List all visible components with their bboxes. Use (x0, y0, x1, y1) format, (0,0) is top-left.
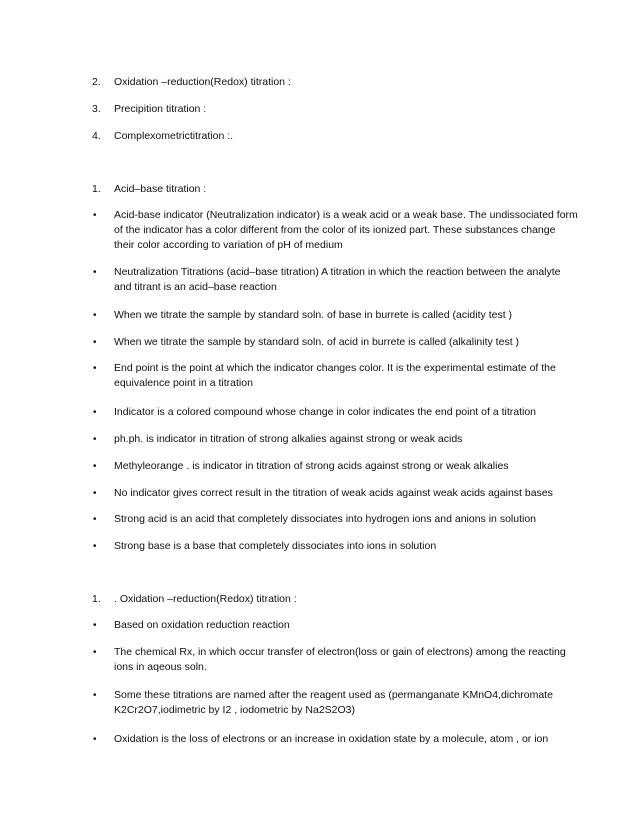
bullet-text: Based on oxidation reduction reaction (114, 619, 290, 631)
bullet-icon: • (93, 488, 97, 499)
list-item-text: Oxidation –reduction(Redox) titration : (114, 76, 291, 88)
bullet-icon: • (93, 541, 97, 552)
bullet-icon: • (93, 514, 97, 525)
bullet-item (92, 265, 578, 295)
bullet-item (92, 308, 578, 323)
bullet-icon: • (93, 434, 97, 445)
section-heading-text: . Oxidation –reduction(Redox) titration : (114, 593, 297, 605)
bullet-item (92, 732, 578, 747)
section-heading-redox (92, 592, 578, 607)
list-item-redox (92, 75, 578, 90)
bullet-text: Methyleorange . is indicator in titration of strong acids against strong or weak alkalies (114, 460, 509, 472)
bullet-item (92, 335, 578, 350)
list-item-text: Precipition titration : (114, 103, 207, 115)
bullet-text: Some these titrations are named after the reagent used as (permanganate KMnO4,dichromate K2Cr2O7,iodimetric by I2 , iodometric by Na2S2O3) (114, 689, 553, 716)
bullet-icon: • (93, 407, 97, 418)
bullet-text: When we titrate the sample by standard soln. of base in burrete is called (acidity test ) (114, 309, 513, 321)
list-number: 2. (92, 76, 101, 88)
bullet-text: Oxidation is the loss of electrons or an increase in oxidation state by a molecule, atom , or ion (114, 733, 549, 745)
bullet-item (92, 459, 578, 474)
bullet-item (92, 432, 578, 447)
bullet-text: Neutralization Titrations (acid–base titration) A titration in which the reaction between the analyte and titrant is an acid–base reaction (114, 266, 561, 293)
bullet-text: Indicator is a colored compound whose change in color indicates the end point of a titration (114, 406, 537, 418)
bullet-item (92, 688, 578, 718)
list-item-precipitation (92, 102, 578, 117)
list-number: 4. (92, 130, 101, 142)
bullet-text: No indicator gives correct result in the titration of weak acids against weak acids against bases (114, 487, 553, 499)
bullet-item (92, 618, 578, 633)
list-item-text: Complexometrictitration :. (114, 130, 234, 142)
bullet-icon: • (93, 310, 97, 321)
bullet-icon: • (93, 647, 97, 658)
bullet-item (92, 486, 578, 501)
bullet-icon: • (93, 363, 97, 374)
list-number: 3. (92, 103, 101, 115)
bullet-item (92, 539, 578, 554)
bullet-text: The chemical Rx, in which occur transfer of electron(loss or gain of electrons) among the reacting ions in aqeous soln. (114, 646, 566, 673)
section-heading-acid-base (92, 182, 578, 197)
bullet-text: Acid-base indicator (Neutralization indicator) is a weak acid or a weak base. The undissociated form of the indicator has a color different from the color of its ionized part. These substances change their color according to variation of pH of medium (114, 209, 578, 251)
bullet-item (92, 645, 578, 675)
bullet-item (92, 361, 578, 391)
list-number: 1. (92, 593, 101, 605)
bullet-text: Strong base is a base that completely dissociates into ions in solution (114, 540, 437, 552)
bullet-item (92, 208, 578, 253)
bullet-item (92, 405, 578, 420)
list-item-complexometric (92, 129, 578, 144)
section-heading-text: Acid–base titration : (114, 183, 207, 195)
bullet-text: When we titrate the sample by standard soln. of acid in burrete is called (alkalinity test ) (114, 336, 520, 348)
bullet-text: Strong acid is an acid that completely dissociates into hydrogen ions and anions in solution (114, 513, 537, 525)
list-number: 1. (92, 183, 101, 195)
bullet-icon: • (93, 461, 97, 472)
bullet-text: End point is the point at which the indicator changes color. It is the experimental estimate of the equivalence point in a titration (114, 362, 556, 389)
bullet-item (92, 512, 578, 527)
bullet-text: ph.ph. is indicator in titration of strong alkalies against strong or weak acids (114, 433, 463, 445)
bullet-icon: • (93, 210, 97, 221)
bullet-icon: • (93, 620, 97, 631)
bullet-icon: • (93, 337, 97, 348)
bullet-icon: • (93, 690, 97, 701)
bullet-icon: • (93, 267, 97, 278)
bullet-icon: • (93, 734, 97, 745)
